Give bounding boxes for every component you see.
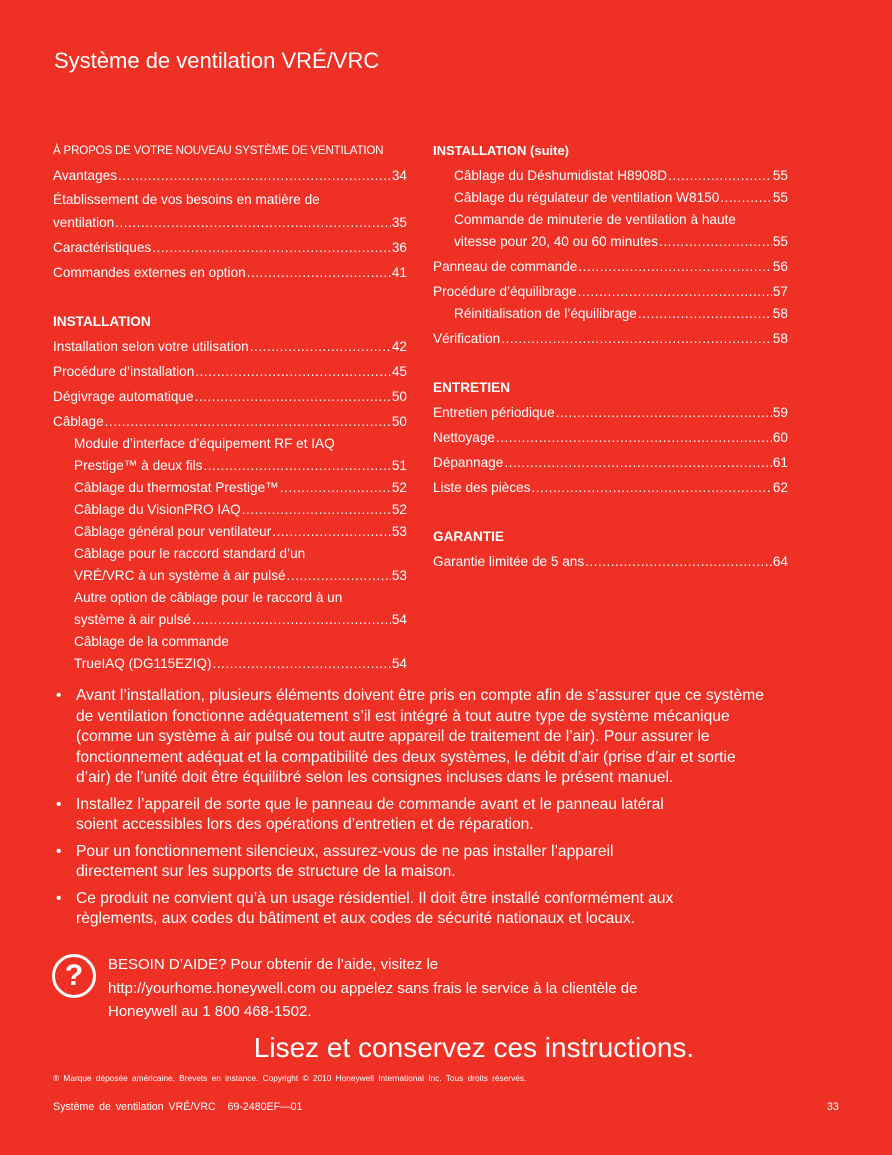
toc-entry[interactable]: Installation selon votre utilisation ..... 42 [53, 336, 407, 358]
bullet-line: de ventilation fonctionne adéquatement s’il est intégré à tout autre type de système mécanique [76, 707, 730, 725]
bullet-line: fonctionnement adéquat et la compatibilité des deux systèmes, le débit d’air (prise d’air et sortie [76, 748, 736, 766]
toc-entry[interactable]: Câblage du Déshumidistat H8908D ..... 55 [433, 165, 788, 187]
toc-entry[interactable]: VRÉ/VRC à un système à air pulsé ..... 53 [53, 565, 407, 587]
toc-left-column [53, 143, 407, 675]
toc-section-installation: INSTALLATION [53, 314, 151, 329]
question-mark-icon: ? [52, 954, 96, 998]
toc-entry[interactable]: Avantages ..... 34 [53, 165, 407, 187]
toc-entry[interactable]: Réinitialisation de l’équilibrage ..... 58 [433, 303, 788, 325]
toc-entry[interactable]: Câblage ..... 50 [53, 408, 407, 433]
toc-entry[interactable]: Procédure d’équilibrage ..... 57 [433, 278, 788, 303]
notice-bullet-list [56, 686, 796, 936]
toc-entry[interactable]: Nettoyage ..... 60 [433, 424, 788, 449]
toc-entry[interactable]: Garantie limitée de 5 ans ..... 64 [433, 551, 788, 573]
bullet-line: d’air) de l’unité doit être équilibré selon les consignes incluses dans le présent manuel. [76, 769, 674, 786]
list-item [56, 842, 796, 883]
bullet-line: Ce produit ne convient qu’à un usage résidentiel. Il doit être installé conformément aux [76, 889, 674, 907]
toc-entry[interactable]: système à air pulsé ..... 54 [53, 609, 407, 631]
page-number: 33 [827, 1101, 839, 1113]
footer [53, 1101, 302, 1113]
toc-entry[interactable]: Caractéristiques ..... 36 [53, 234, 407, 259]
bullet-marker: • [56, 687, 62, 704]
footer-doc-number: 69-2480EF—01 [227, 1101, 303, 1113]
bullet-marker: • [56, 795, 62, 813]
toc-entry-line: Câblage de la commande [74, 634, 229, 649]
list-item [56, 795, 796, 836]
toc-entry-line: Module d’interface d’équipement RF et IAQ [74, 436, 335, 451]
closing-statement: Lisez et conservez ces instructions. [253, 1032, 695, 1063]
toc-entry[interactable]: Câblage du régulateur de ventilation W8150 ..... 55 [433, 187, 788, 209]
list-item [56, 686, 796, 789]
toc-entry[interactable]: TrueIAQ (DG115EZIQ) ..... 54 [53, 653, 407, 675]
toc-entry[interactable]: Câblage du VisionPRO IAQ ..... 52 [53, 499, 407, 521]
trademark-notice: ® Marque déposée américaine. Brevets en instance. Copyright © 2010 Honeywell International Inc. Tous droits réservés. [53, 1073, 527, 1083]
toc-entry[interactable]: Câblage du thermostat Prestige™ ..... 52 [53, 477, 407, 499]
bullet-line: règlements, aux codes du bâtiment et aux codes de sécurité nationaux et locaux. [76, 910, 636, 927]
bullet-marker: • [56, 889, 62, 907]
toc-entry-line: Commande de minuterie de ventilation à haute [454, 212, 736, 227]
footer-title: Système de ventilation VRÉ/VRC [53, 1101, 216, 1113]
toc-entry[interactable]: Liste des pièces ..... 62 [433, 474, 788, 499]
help-line: Honeywell au 1 800 468-1502. [108, 1003, 312, 1020]
toc-entry[interactable]: Prestige™ à deux fils ..... 51 [53, 455, 407, 477]
list-item [56, 889, 796, 930]
toc-right-column [433, 143, 788, 573]
help-line: BESOIN D’AIDE? Pour obtenir de l’aide, visitez le [108, 956, 439, 973]
help-notice [108, 953, 768, 1024]
toc-entry[interactable]: Câblage général pour ventilateur ..... 53 [53, 521, 407, 543]
toc-entry[interactable]: Commandes externes en option ..... 41 [53, 259, 407, 284]
toc-entry[interactable]: Dégivrage automatique ..... 50 [53, 383, 407, 408]
bullet-line: directement sur les supports de structure de la maison. [76, 863, 456, 880]
bullet-marker: • [56, 842, 62, 860]
bullet-line: Installez l’appareil de sorte que le panneau de commande avant et le panneau latéral [76, 795, 664, 813]
toc-entry[interactable]: Entretien périodique ..... 59 [433, 402, 788, 424]
toc-entry[interactable]: Vérification ..... 58 [433, 325, 788, 350]
bullet-line: (comme un système à air pulsé ou tout autre appareil de traitement de l’air). Pour assurer le [76, 728, 710, 745]
toc-section-about: À PROPOS DE VOTRE NOUVEAU SYSTÈME DE VENTILATION [53, 144, 384, 157]
toc-section-maintenance: ENTRETIEN [433, 380, 511, 395]
toc-entry[interactable]: Dépannage ..... 61 [433, 449, 788, 474]
toc-entry-line: Câblage pour le raccord standard d’un [74, 546, 306, 561]
toc-entry[interactable]: Panneau de commande ..... 56 [433, 253, 788, 278]
toc-section-installation-cont: INSTALLATION (suite) [433, 143, 570, 158]
toc-entry-line: Établissement de vos besoins en matière de [53, 192, 320, 207]
bullet-line: Pour un fonctionnement silencieux, assurez-vous de ne pas installer l’appareil [76, 842, 614, 860]
toc-entry[interactable]: Procédure d’installation ..... 45 [53, 358, 407, 383]
bullet-line: soient accessibles lors des opérations d’entretien et de réparation. [76, 816, 534, 833]
toc-entry[interactable]: ventilation ..... 35 [53, 212, 407, 234]
toc-section-warranty: GARANTIE [433, 529, 504, 544]
page-title: Système de ventilation VRÉ/VRC [54, 48, 380, 73]
toc-entry[interactable]: vitesse pour 20, 40 ou 60 minutes ..... 55 [433, 231, 788, 253]
help-link[interactable]: http://yourhome.honeywell.com ou appelez sans frais le service à la clientèle de [108, 979, 638, 997]
bullet-line: Avant l’installation, plusieurs éléments doivent être pris en compte afin de s’assurer que ce système [76, 687, 764, 704]
toc-entry-line: Autre option de câblage pour le raccord à un [74, 590, 343, 605]
